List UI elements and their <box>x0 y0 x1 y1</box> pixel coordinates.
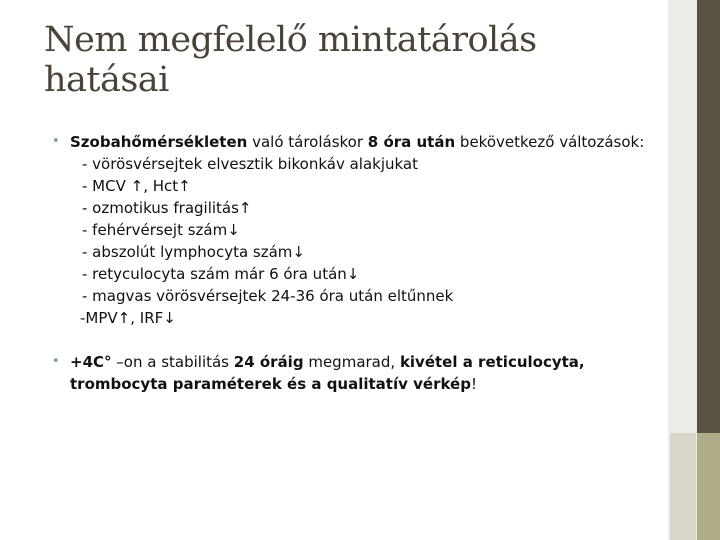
slide-content <box>52 131 652 395</box>
p2-bold-a: +4C° <box>70 353 112 371</box>
p2-bold-b: 24 óráig <box>233 353 304 371</box>
bullet-icon: • <box>52 354 60 369</box>
title-line-1: Nem megfelelő mintatárolás <box>44 20 537 60</box>
side-decoration-olive <box>697 433 720 540</box>
paragraph-1 <box>52 131 652 153</box>
slide-title <box>44 20 644 100</box>
p2-text-b: megmarad, <box>303 353 400 371</box>
p1-text-a: való tároláskor <box>247 133 368 151</box>
side-decoration-gray <box>670 433 696 540</box>
list-item: - ozmotikus fragilitás↑ <box>82 199 252 217</box>
p2-text-a: –on a stabilitás <box>111 353 234 371</box>
list-item: - magvas vörösvérsejtek 24-36 óra után eltűnnek <box>82 287 454 305</box>
list-item: -MPV↑, IRF↓ <box>80 309 176 327</box>
list-item: - abszolút lymphocyta szám↓ <box>82 243 305 261</box>
list-item: - fehérvérsejt szám↓ <box>82 221 240 239</box>
p1-bold-b: 8 óra után <box>367 133 456 151</box>
p2-text-c: ! <box>470 375 477 393</box>
p2-bold-c: kivétel a reticulocyta, trombocyta paraméterek és a qualitatív vérkép <box>70 353 585 393</box>
list-item: - vörösvérsejtek elvesztik bikonkáv alakjukat <box>82 155 418 173</box>
side-decoration-dark <box>697 0 720 433</box>
title-line-2: hatásai <box>44 60 169 100</box>
list-item: - retyculocyta szám már 6 óra után↓ <box>82 265 360 283</box>
p1-bold-a: Szobahőmérsékleten <box>70 133 248 151</box>
p1-text-b: bekövetkező változások: <box>455 133 645 151</box>
paragraph-2 <box>52 351 652 395</box>
list-item: - MCV ↑, Hct↑ <box>82 177 191 195</box>
bullet-icon: • <box>52 134 60 149</box>
